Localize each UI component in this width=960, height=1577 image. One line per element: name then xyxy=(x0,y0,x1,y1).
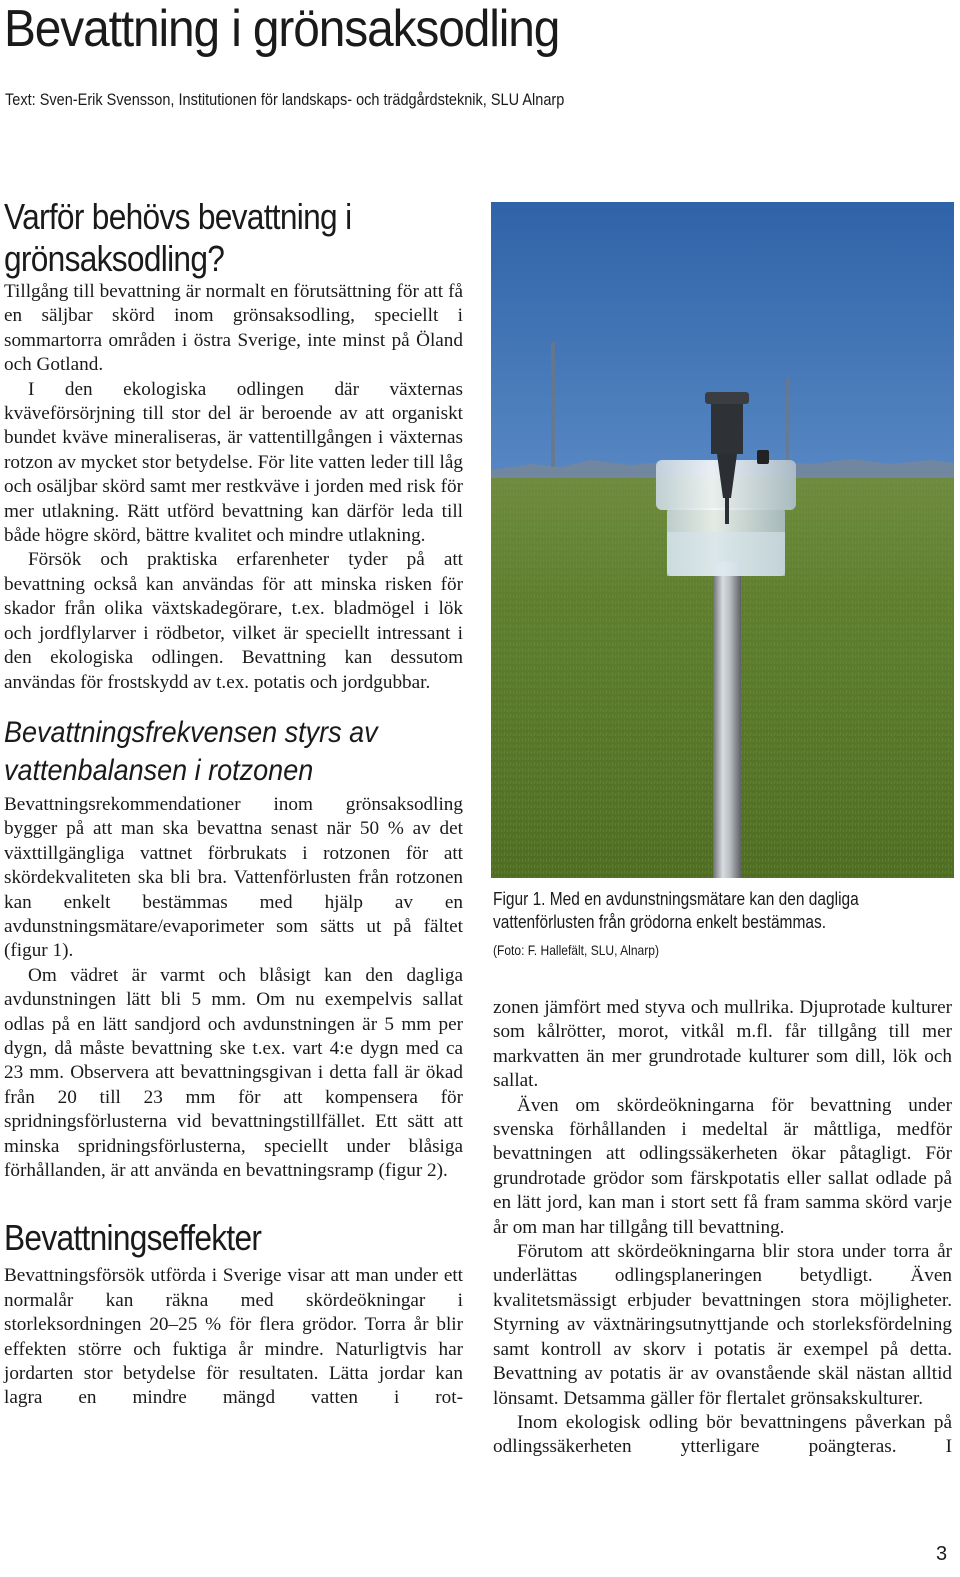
right-column xyxy=(493,996,952,1460)
evaporimeter-photo xyxy=(491,202,954,878)
article-title: Bevattning i grönsaksodling xyxy=(4,0,560,58)
paragraph: Inom ekologisk odling bör bevattningens påverkan på odlingssäkerheten ytterligare poängteras. I xyxy=(493,1411,952,1458)
paragraph: Om vädret är varmt och blåsigt kan den dagliga avdunstningen lätt bli 5 mm. Om nu exempelvis sallat odlas på en lätt sandjord och avdunstningen är 5 mm per dygn, då måste bevattning ske t.ex. vart 4:e dygn med ca 23 mm. Observera att bevattningsgivan i detta fall är ökad från 20 till 23 mm för att kompensera för spridningsförlusterna vid bevattningstillfället. Ett sätt att minska spridningsförlusterna, speciellt under blåsiga förhållanden, är att använda en bevattningsramp (figur 2). xyxy=(4,964,463,1181)
byline: Text: Sven-Erik Svensson, Institutionen för landskaps- och trädgårdsteknik, SLU Alnarp xyxy=(5,91,565,109)
paragraph: I den ekologiska odlingen där växternas kväveförsörjning till stor del är beroende av att organiskt bundet kväve mineraliseras, är vattentillgången i växternas rotzon av mycket stor betydelse. För lite vatten leder till låg och osäljbar skörd samt mer restkväve i jorden med risk för mer utlakning. Rätt utförd bevattning kan därför leda till både högre skörd, bättre kvalitet och mindre utlakning. xyxy=(4,378,463,547)
photo-credit: (Foto: F. Hallefält, SLU, Alnarp) xyxy=(493,942,659,958)
left-column xyxy=(4,196,463,1411)
page-number: 3 xyxy=(936,1543,948,1565)
section-heading-why: Varför behövs bevattning i grönsaksodling? xyxy=(4,196,352,279)
paragraph: Även om skördeökningarna för bevattning under svenska förhållanden i medeltal är måttliga, medför bevattningen att odlingssäkerheten ökar påtagligt. För grundrotade grödor som färskpotatis eller sallat odlade på en lätt jord, kan man i stort sett få fram samma skörd varje år om man har tillgång till bevattning. xyxy=(493,1094,952,1238)
paragraph: Bevattningsförsök utförda i Sverige visar att man under ett normalår kan räkna med skördeökningar i storleksordningen 20–25 % för flera grödor. Torra år blir effekten större och fuktiga år mindre. Naturligtvis har jordarten stor betydelse för resultaten. Lätta jordar kan lagra en mindre mängd vatten i rot- xyxy=(4,1265,463,1409)
paragraph: Tillgång till bevattning är normalt en förutsättning för att få en säljbar skörd inom grönsaksodling, speciellt i sommartorra områden i östra Sverige, inte minst på Öland och Gotland. xyxy=(4,281,463,376)
section-heading-frequency: Bevattningsfrekvensen styrs av vattenbalansen i rotzonen xyxy=(4,715,378,787)
paragraph: Försök och praktiska erfarenheter tyder på att bevattning också kan användas för att minska risken för skador från olika växtskadegörare, t.ex. bladmögel i lök och jordflylarver i rödbetor, vilket är speciellt intressant i den ekologiska odlingen. Bevattning kan dessutom användas för frostskydd av t.ex. potatis och jordgubbar. xyxy=(4,549,463,693)
figure-caption: Figur 1. Med en avdunstningsmätare kan den dagliga vattenförlusten från grödorna enkelt bestämmas. xyxy=(493,889,859,932)
paragraph: Förutom att skördeökningarna blir stora under torra år underlättas odlingsplaneringen betydligt. Även kvalitetsmässigt erbjuder bevattningen stora möjligheter. Styrning av växtnäringsutnyttjande och storleksfördelning samt kontroll av skorv i potatis är exempel på detta. Bevattning av potatis är av ovanstående skäl nästan alltid lönsamt. Detsamma gäller för flertalet grönsakskulturer. xyxy=(493,1241,952,1409)
paragraph: zonen jämfört med styva och mullrika. Djuprotade kulturer som kålrötter, morot, vitkål m.fl. får tillgång till mer markvatten än mer grundrotade kulturer som dill, lök och sallat. xyxy=(493,997,952,1092)
section-heading-effects: Bevattningseffekter xyxy=(4,1217,262,1259)
paragraph: Bevattningsrekommendationer inom grönsaksodling bygger på att man ska bevattna senast när 50 % av det växttillgängliga vattnet förbrukats i rotzonen för att skördekvaliteten ska bli bra. Vattenförlusten från rotzonen kan enkelt bestämmas med hjälp av en avdunstningsmätare/evaporimeter som sätts ut på fältet (figur 1). xyxy=(4,793,463,962)
